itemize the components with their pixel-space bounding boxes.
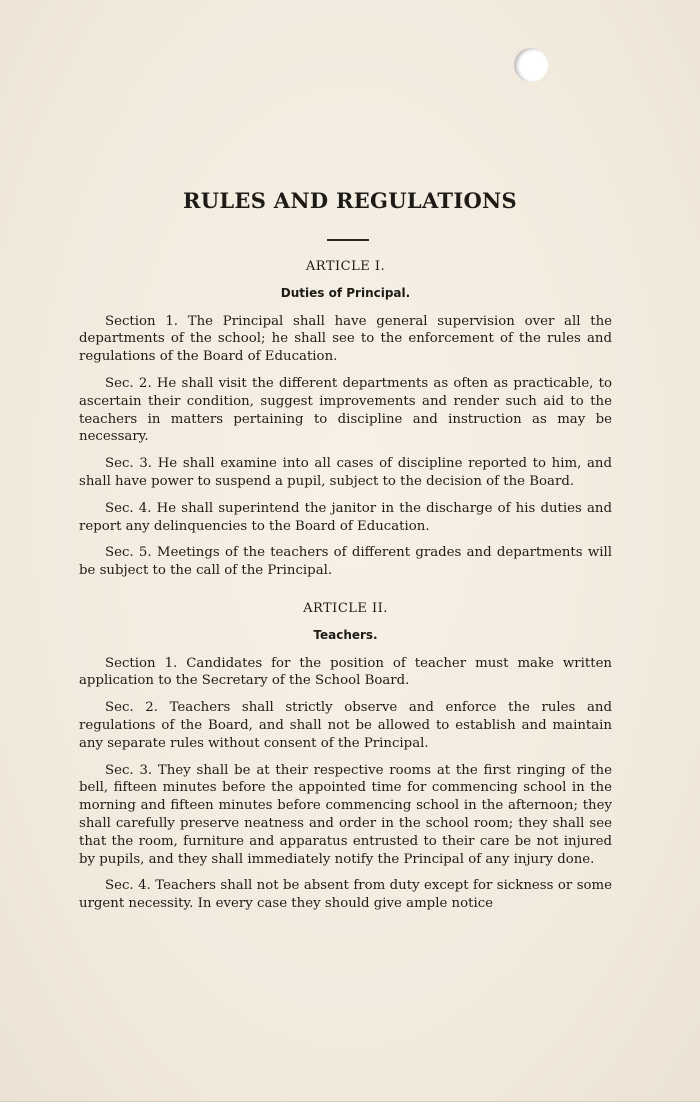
article-1-section-3: Sec. 3. He shall examine into all cases of discipline reported to him, and shall have power to suspend a pupil, subject to the decision of the Board. — [79, 456, 612, 489]
article-1-section-2: Sec. 2. He shall visit the different departments as often as practicable, to ascertain their condition, suggest improvements and render such aid to the teachers in matters pertaining to discipline and instruction as may be necessary. — [79, 375, 612, 445]
article-1-heading: ARTICLE I. — [305, 259, 386, 274]
article-2-heading: ARTICLE II. — [303, 600, 388, 616]
document-body — [79, 258, 612, 922]
article-1-section-1: Section 1. The Principal shall have general supervision over all the departments of the school; he shall see to the enforcement of the rules and regulations of the Board of Education. — [79, 313, 612, 365]
title-divider — [327, 239, 369, 241]
article-1-section-4: Sec. 4. He shall superintend the janitor in the discharge of his duties and report any delinquencies to the Board of Education. — [79, 500, 612, 534]
article-2-section-2: Sec. 2. Teachers shall strictly observe and enforce the rules and regulations of the Board, and shall not be allowed to establish and maintain any separate rules without consent of the Principal. — [79, 700, 612, 751]
article-2-section-4: Sec. 4. Teachers shall not be absent from duty except for sickness or some urgent necessity. In every case they should give ample notice — [79, 878, 612, 912]
article-2-section-1: Section 1. Candidates for the position of teacher must make written application to the Secretary of the School Board. — [79, 655, 612, 689]
article-1-subheading: Duties of Principal. — [280, 285, 411, 300]
article-2-section-3: Sec. 3. They shall be at their respective rooms at the first ringing of the bell, fifteen minutes before the appointed time for commencing school in the morning and fifteen minutes before commencing school in the afternoon; they shall carefully preserve neatness and order in the school room; they shall see that the room, furniture and apparatus entrusted to their care be not injured by pupils, and they shall immediately notify the Principal of any injury done. — [79, 762, 612, 867]
article-1-section-5: Sec. 5. Meetings of the teachers of different grades and departments will be subject to the call of the Principal. — [79, 545, 612, 579]
punch-hole — [514, 48, 548, 82]
page-title: RULES AND REGULATIONS — [182, 188, 518, 213]
article-2-subheading: Teachers. — [313, 627, 378, 642]
article-spacer — [79, 589, 612, 600]
